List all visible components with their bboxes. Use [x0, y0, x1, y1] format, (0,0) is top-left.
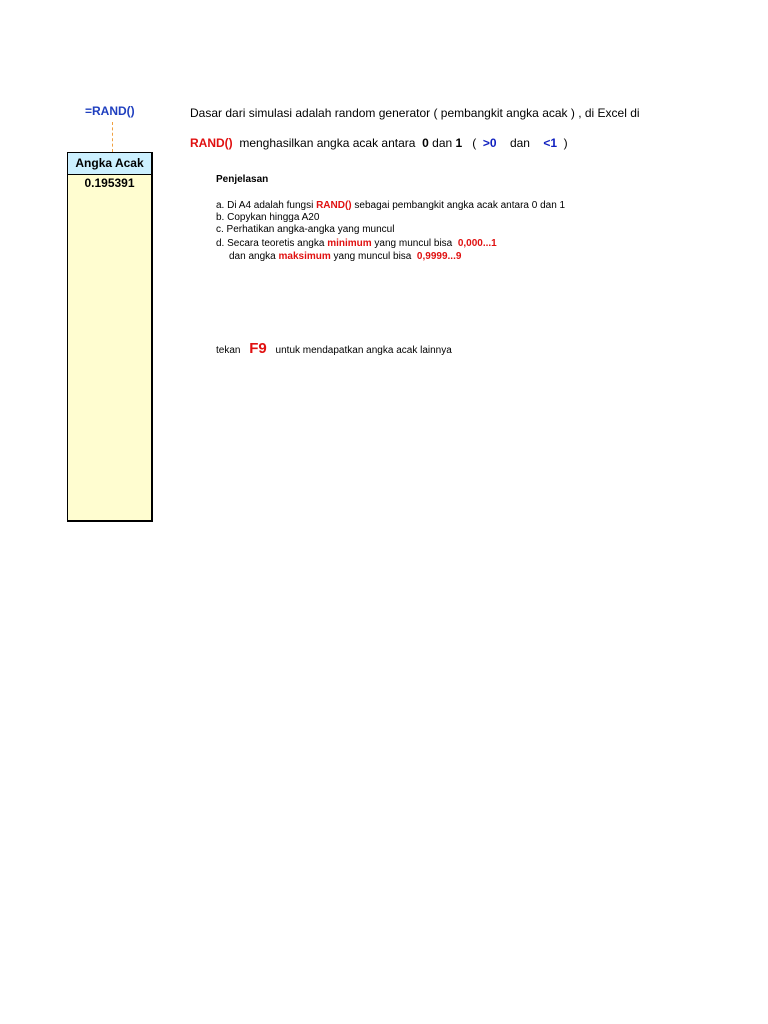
item-d-min-value: 0,000...1	[457, 238, 497, 249]
formula-connector-line	[112, 122, 113, 152]
item-d-middle: yang muncul bisa	[374, 238, 453, 249]
random-value-cell[interactable]: 0.195391	[84, 176, 135, 190]
item-d-minimum: minimum	[327, 238, 372, 249]
rand-function-name: RAND()	[190, 136, 233, 150]
paren-open: (	[472, 136, 477, 150]
item-d2-middle: yang muncul bisa	[333, 251, 412, 262]
item-a-prefix: a. Di A4 adalah fungsi	[216, 200, 314, 211]
intro-text: Dasar dari simulasi adalah random generator ( pembangkit angka acak ) , di Excel di	[190, 106, 640, 120]
item-d-prefix: d. Secara teoretis angka	[216, 238, 325, 249]
formula-label: =RAND()	[85, 104, 135, 118]
range-and-1: dan	[432, 136, 453, 150]
range-and-2: dan	[509, 136, 530, 150]
rand-description	[190, 136, 568, 150]
greater-than-zero: >0	[482, 136, 497, 150]
paren-close: )	[563, 136, 568, 150]
item-d2-prefix: dan angka	[229, 251, 276, 262]
explanation-item-c: c. Perhatikan angka-angka yang muncul	[216, 224, 395, 235]
range-zero: 0	[422, 136, 429, 150]
f9-key-label: F9	[249, 340, 267, 357]
random-number-column	[67, 152, 153, 522]
item-a-function: RAND()	[316, 200, 352, 211]
explanation-item-d-continued	[229, 251, 461, 262]
press-suffix: untuk mendapatkan angka acak lainnya	[275, 345, 452, 356]
explanation-item-a	[216, 200, 565, 211]
item-a-suffix: sebagai pembangkit angka acak antara 0 dan 1	[354, 200, 566, 211]
press-f9-instruction	[216, 340, 452, 357]
press-prefix: tekan	[216, 345, 241, 356]
explanation-item-d	[216, 238, 497, 249]
rand-description-text: menghasilkan angka acak antara	[239, 136, 416, 150]
item-d2-maximum: maksimum	[278, 251, 331, 262]
item-d2-max-value: 0,9999...9	[416, 251, 462, 262]
range-one: 1	[455, 136, 463, 150]
column-header: Angka Acak	[68, 153, 151, 175]
explanation-title: Penjelasan	[216, 174, 269, 185]
less-than-one: <1	[543, 136, 557, 150]
explanation-item-b: b. Copykan hingga A20	[216, 212, 320, 223]
